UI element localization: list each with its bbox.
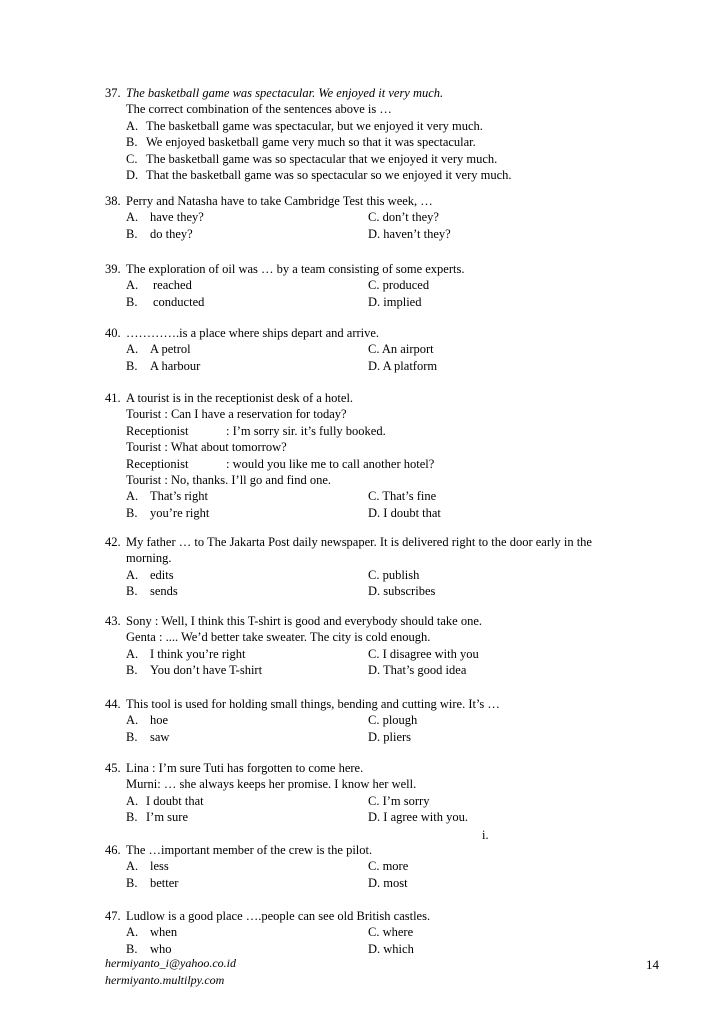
option-a: A. when bbox=[126, 925, 178, 940]
option-d: D. A platform bbox=[368, 358, 438, 373]
question-number: 42. bbox=[105, 535, 121, 549]
question-number: 45. bbox=[105, 761, 121, 775]
question-stem: Lina : I’m sure Tuti has forgotten to come here. bbox=[126, 761, 364, 775]
option-b: B. saw bbox=[126, 729, 170, 744]
option-a: A. hoe bbox=[126, 713, 169, 728]
question-46 bbox=[105, 842, 665, 891]
option-a: A. I think you’re right bbox=[126, 646, 246, 661]
question-43 bbox=[105, 613, 665, 679]
question-stem: Sony : Well, I think this T-shirt is good and everybody should take one. bbox=[126, 614, 483, 628]
option-a: A. less bbox=[126, 859, 169, 874]
option-d: D. implied bbox=[368, 294, 422, 309]
option-a: A. have they? bbox=[126, 210, 204, 225]
page-footer bbox=[105, 955, 236, 988]
question-stem-continued: morning. bbox=[126, 551, 172, 566]
question-stem: ………….is a place where ships depart and arrive. bbox=[126, 326, 380, 340]
option-a: A. edits bbox=[126, 567, 174, 582]
question-39 bbox=[105, 261, 665, 310]
option-a: A. That’s right bbox=[126, 489, 208, 504]
option-d: D. That the basketball game was so spectacular so we enjoyed it very much. bbox=[126, 167, 512, 182]
option-c: C. An airport bbox=[368, 342, 434, 357]
question-stem: Perry and Natasha have to take Cambridge Test this week, … bbox=[126, 194, 433, 208]
option-b: B. A harbour bbox=[126, 358, 201, 373]
question-44 bbox=[105, 696, 665, 745]
question-number: 41. bbox=[105, 391, 121, 405]
option-a: A. The basketball game was spectacular, but we enjoyed it very much. bbox=[126, 118, 483, 133]
question-stem: This tool is used for holding small things, bending and cutting wire. It’s … bbox=[126, 697, 500, 711]
dialogue-line: Receptionist : I’m sorry sir. it’s fully booked. bbox=[126, 423, 386, 438]
question-42 bbox=[105, 534, 665, 600]
option-c: C. produced bbox=[368, 278, 430, 293]
option-a: A. A petrol bbox=[126, 342, 191, 357]
dialogue-line: Tourist : What about tomorrow? bbox=[126, 440, 287, 455]
question-45 bbox=[105, 760, 665, 826]
option-c: C. plough bbox=[368, 713, 418, 728]
option-b: B. better bbox=[126, 875, 179, 890]
question-number: 40. bbox=[105, 326, 121, 340]
question-number: 44. bbox=[105, 697, 121, 711]
option-b: B. do they? bbox=[126, 226, 193, 241]
question-38 bbox=[105, 193, 665, 242]
option-b: B. You don’t have T-shirt bbox=[126, 663, 263, 678]
option-c: C. publish bbox=[368, 567, 420, 582]
question-number: 46. bbox=[105, 843, 121, 857]
question-number: 37. bbox=[105, 86, 121, 100]
footer-site: hermiyanto.multilpy.com bbox=[105, 972, 225, 987]
option-b: B. We enjoyed basketball game very much so that it was spectacular. bbox=[126, 135, 476, 150]
footer-email: hermiyanto_i@yahoo.co.id bbox=[105, 956, 237, 970]
option-c: C. don’t they? bbox=[368, 210, 439, 225]
option-c: C. The basketball game was so spectacular that we enjoyed it very much. bbox=[126, 151, 498, 166]
dialogue-line: Receptionist : would you like me to call another hotel? bbox=[126, 456, 435, 471]
option-b: B. who bbox=[126, 941, 172, 956]
option-d: D. subscribes bbox=[368, 584, 436, 599]
option-b: B. sends bbox=[126, 584, 178, 599]
question-stem: A tourist is in the receptionist desk of a hotel. bbox=[126, 391, 354, 405]
option-a: A. reached bbox=[126, 278, 192, 293]
question-stem: Ludlow is a good place ….people can see old British castles. bbox=[126, 909, 431, 923]
question-47 bbox=[105, 908, 665, 957]
option-d: D. pliers bbox=[368, 729, 412, 744]
question-number: 39. bbox=[105, 262, 121, 276]
question-stem: The exploration of oil was … by a team consisting of some experts. bbox=[126, 262, 465, 276]
dialogue-line: Tourist : No, thanks. I’ll go and find one. bbox=[126, 472, 332, 487]
question-stem: The …important member of the crew is the pilot. bbox=[126, 843, 373, 857]
page-number: 14 bbox=[646, 957, 659, 972]
dialogue-line: Tourist : Can I have a reservation for today? bbox=[126, 407, 347, 422]
option-a: A. I doubt that bbox=[126, 793, 204, 808]
question-subtext: Genta : .... We’d better take sweater. The city is cold enough. bbox=[126, 630, 431, 645]
option-b: B. I’m sure bbox=[126, 810, 188, 825]
option-b: B. conducted bbox=[126, 294, 205, 309]
option-c: C. That’s fine bbox=[368, 489, 437, 504]
option-d: D. most bbox=[368, 875, 408, 890]
option-c: C. I’m sorry bbox=[368, 793, 430, 808]
option-c: C. more bbox=[368, 859, 409, 874]
question-number: 38. bbox=[105, 194, 121, 208]
question-subtext: Murni: … she always keeps her promise. I know her well. bbox=[126, 777, 417, 792]
question-number: 47. bbox=[105, 909, 121, 923]
option-b: B. you’re right bbox=[126, 505, 210, 520]
option-d: D. I agree with you. bbox=[368, 810, 468, 825]
stray-mark: i. bbox=[482, 828, 489, 842]
option-d: D. That’s good idea bbox=[368, 663, 467, 678]
question-37 bbox=[105, 85, 665, 183]
question-stem: My father … to The Jakarta Post daily newspaper. It is delivered right to the door early in the bbox=[126, 535, 592, 549]
option-d: D. I doubt that bbox=[368, 505, 441, 520]
option-c: C. I disagree with you bbox=[368, 646, 479, 661]
option-d: D. haven’t they? bbox=[368, 226, 451, 241]
question-41 bbox=[105, 390, 665, 521]
question-subtext: The correct combination of the sentences above is … bbox=[126, 102, 392, 117]
option-c: C. where bbox=[368, 925, 414, 940]
option-d: D. which bbox=[368, 941, 414, 956]
question-40 bbox=[105, 325, 665, 374]
question-stem: The basketball game was spectacular. We enjoyed it very much. bbox=[126, 86, 444, 100]
question-number: 43. bbox=[105, 614, 121, 628]
